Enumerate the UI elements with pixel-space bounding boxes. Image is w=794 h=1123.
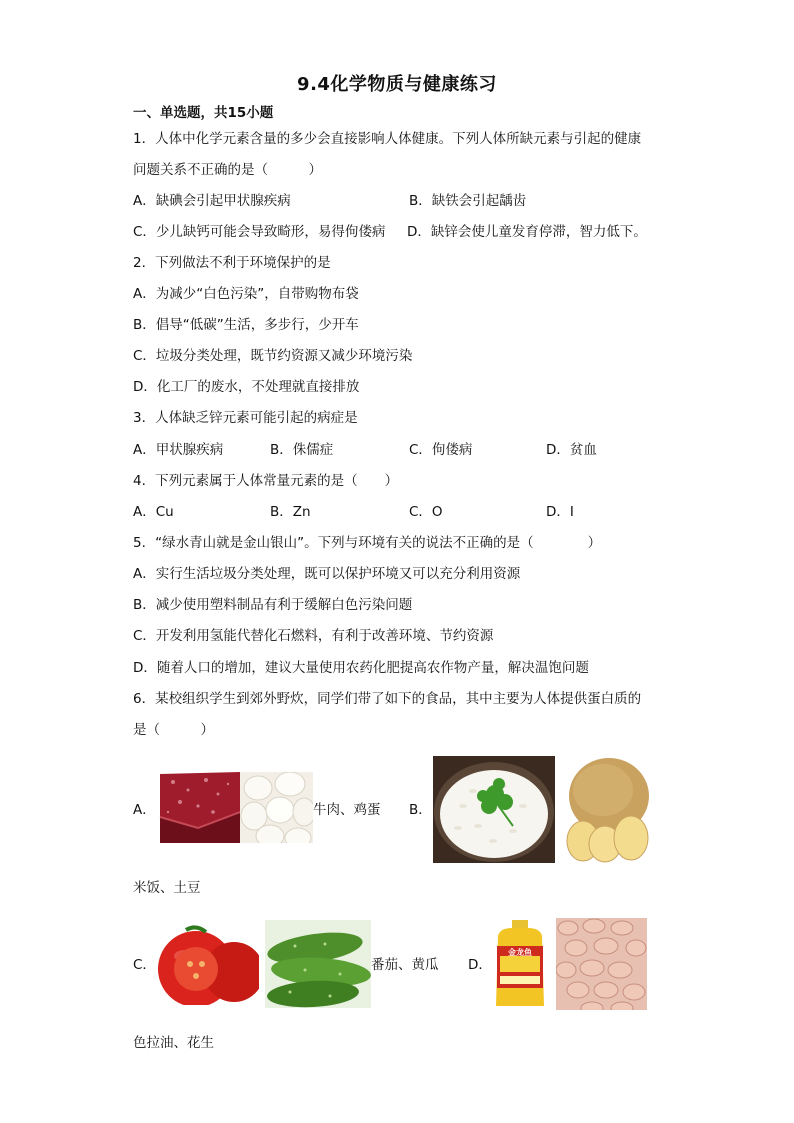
q6-option-c-letter: C． xyxy=(133,957,156,973)
q3-option-d: D．贫血 xyxy=(546,442,597,458)
q1-stem-line2: 问题关系不正确的是（ ） xyxy=(133,162,322,178)
q3-option-a: A．甲状腺疾病 xyxy=(133,442,224,458)
q6-option-b-letter: B． xyxy=(409,802,432,818)
q6-stem-line2: 是（ ） xyxy=(133,722,214,738)
q5-option-b: B．减少使用塑料制品有利于缓解白色污染问题 xyxy=(133,597,413,613)
q5-option-d: D．随着人口的增加，建议大量使用农药化肥提高农作物产量，解决温饱问题 xyxy=(133,660,589,676)
q2-option-a: A．为减少“白色污染”，自带购物布袋 xyxy=(133,286,359,302)
q6-option-a-letter: A． xyxy=(133,802,156,818)
q4-stem: 4．下列元素属于人体常量元素的是（ ） xyxy=(133,473,399,489)
potato-image xyxy=(561,756,650,863)
q5-stem: 5．“绿水青山就是金山银山”。下列与环境有关的说法不正确的是（ ） xyxy=(133,535,602,551)
q3-stem: 3．人体缺乏锌元素可能引起的病症是 xyxy=(133,410,358,426)
q1-option-c: C．少儿缺钙可能会导致畸形，易得佝偻病 xyxy=(133,224,386,240)
q2-option-c: C．垃圾分类处理，既节约资源又减少环境污染 xyxy=(133,348,413,364)
rice-image xyxy=(433,756,555,863)
q4-option-a: A．Cu xyxy=(133,504,174,520)
q2-option-b: B．倡导“低碳”生活，多步行，少开车 xyxy=(133,317,359,333)
q4-option-d: D．I xyxy=(546,504,574,520)
q1-option-d: D．缺锌会使儿童发育停滞，智力低下。 xyxy=(407,224,647,240)
beef-image xyxy=(158,772,240,843)
eggs-image xyxy=(240,772,313,843)
q6-option-a-text: 牛肉、鸡蛋 xyxy=(313,802,381,818)
peanuts-image xyxy=(556,918,647,1010)
q1-option-b: B．缺铁会引起龋齿 xyxy=(409,193,527,209)
q6-option-d-text: 色拉油、花生 xyxy=(133,1035,214,1051)
q4-option-c: C．O xyxy=(409,504,443,520)
page-title: 9.4化学物质与健康练习 xyxy=(297,74,497,95)
q3-option-c: C．佝偻病 xyxy=(409,442,473,458)
q5-option-a: A．实行生活垃圾分类处理，既可以保护环境又可以充分利用资源 xyxy=(133,566,521,582)
q3-option-b: B．侏儒症 xyxy=(270,442,334,458)
q2-option-d: D．化工厂的废水，不处理就直接排放 xyxy=(133,379,360,395)
q6-option-b-text: 米饭、土豆 xyxy=(133,880,201,896)
section-heading: 一、单选题，共15小题 xyxy=(133,105,274,121)
q6-option-c-text: 番茄、黄瓜 xyxy=(371,957,439,973)
cucumber-image xyxy=(265,920,371,1008)
q5-option-c: C．开发利用氢能代替化石燃料，有利于改善环境、节约资源 xyxy=(133,628,494,644)
tomato-image xyxy=(156,924,259,1005)
cooking-oil-bottle-image xyxy=(492,918,548,1010)
q6-option-d-letter: D． xyxy=(468,957,492,973)
q6-stem-line1: 6．某校组织学生到郊外野炊，同学们带了如下的食品，其中主要为人体提供蛋白质的 xyxy=(133,691,642,707)
oil-brand-label: 金龙鱼 xyxy=(508,948,532,957)
q1-option-a: A．缺碘会引起甲状腺疾病 xyxy=(133,193,291,209)
q2-stem: 2．下列做法不利于环境保护的是 xyxy=(133,255,331,271)
q1-stem-line1: 1．人体中化学元素含量的多少会直接影响人体健康。下列人体所缺元素与引起的健康 xyxy=(133,131,642,147)
q4-option-b: B．Zn xyxy=(270,504,311,520)
